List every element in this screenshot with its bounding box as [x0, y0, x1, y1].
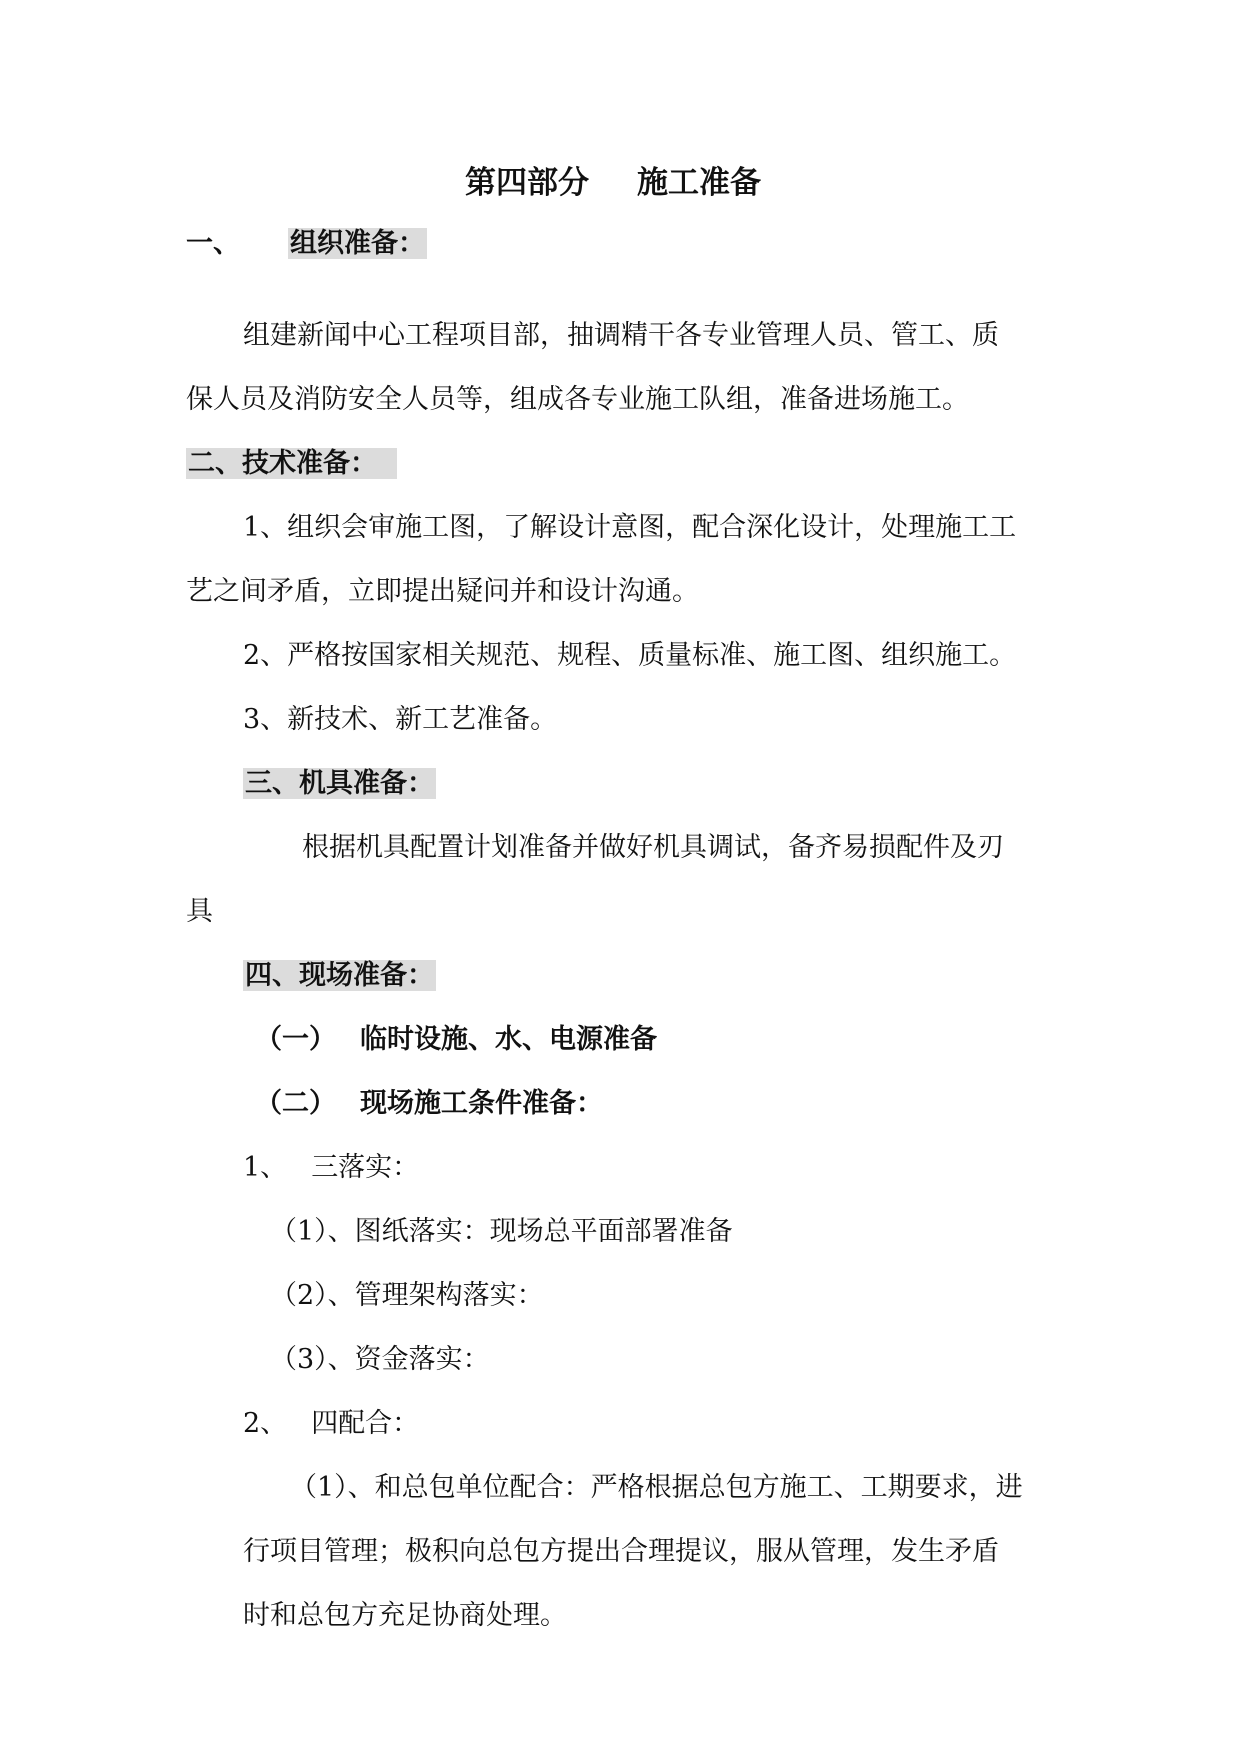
section-4-item-1	[243, 1150, 419, 1186]
section-4-item-2-number: 2、	[243, 1408, 288, 1439]
section-4-item-2-text: 四配合：	[311, 1408, 420, 1439]
section-1-paragraph-line-1: 组建新闻中心工程项目部，抽调精干各专业管理人员、管工、质	[243, 320, 999, 351]
title-part: 第四部分	[465, 165, 589, 201]
section-1-paragraph-line-2: 保人员及消防安全人员等，组成各专业施工队组，准备进场施工。	[186, 384, 969, 415]
section-1-title: 组织准备：	[290, 228, 425, 259]
section-4-item-1-c: （3）、资金落实：	[270, 1344, 490, 1375]
section-4-item-2-a-line-3: 时和总包方充足协商处理。	[243, 1600, 567, 1631]
section-1-heading	[186, 226, 427, 262]
section-2-item-3: 3、新技术、新工艺准备。	[243, 704, 558, 735]
section-2-title: 二、技术准备：	[186, 448, 397, 479]
title-name: 施工准备	[637, 165, 761, 201]
section-3-paragraph-line-1: 根据机具配置计划准备并做好机具调试，备齐易损配件及刃	[302, 832, 1004, 863]
section-4-item-2-a-line-1: （1）、和总包单位配合：严格根据总包方施工、工期要求，进	[290, 1472, 1023, 1503]
section-4-item-1-a: （1）、图纸落实：现场总平面部署准备	[270, 1216, 733, 1247]
section-4-sub-2	[255, 1086, 603, 1122]
section-1-number: 一、	[186, 228, 240, 259]
section-4-sub-1	[255, 1022, 657, 1058]
section-3-paragraph-line-2: 具	[186, 896, 213, 927]
section-4-item-1-b: （2）、管理架构落实：	[270, 1280, 544, 1311]
section-4-sub-2-text: 现场施工条件准备：	[360, 1088, 603, 1119]
section-4-heading	[243, 958, 436, 994]
section-4-sub-1-text: 临时设施、水、电源准备	[360, 1024, 657, 1055]
section-4-item-1-text: 三落实：	[311, 1152, 420, 1183]
section-4-item-2	[243, 1406, 419, 1442]
section-4-sub-2-number: （二）	[255, 1088, 336, 1119]
section-3-title: 三、机具准备：	[245, 768, 434, 799]
section-4-sub-1-number: （一）	[255, 1024, 336, 1055]
section-3-heading	[243, 766, 436, 802]
section-2-item-1-line-1: 1、组织会审施工图，了解设计意图，配合深化设计，处理施工工	[243, 512, 1017, 543]
page-title	[465, 163, 761, 203]
section-2-item-1-line-2: 艺之间矛盾，立即提出疑问并和设计沟通。	[186, 576, 699, 607]
section-2-item-2: 2、严格按国家相关规范、规程、质量标准、施工图、组织施工。	[243, 640, 1017, 671]
section-4-title: 四、现场准备：	[245, 960, 434, 991]
section-4-item-1-number: 1、	[243, 1152, 288, 1183]
section-2-heading	[186, 446, 397, 482]
section-4-item-2-a-line-2: 行项目管理；极积向总包方提出合理提议，服从管理，发生矛盾	[243, 1536, 999, 1567]
